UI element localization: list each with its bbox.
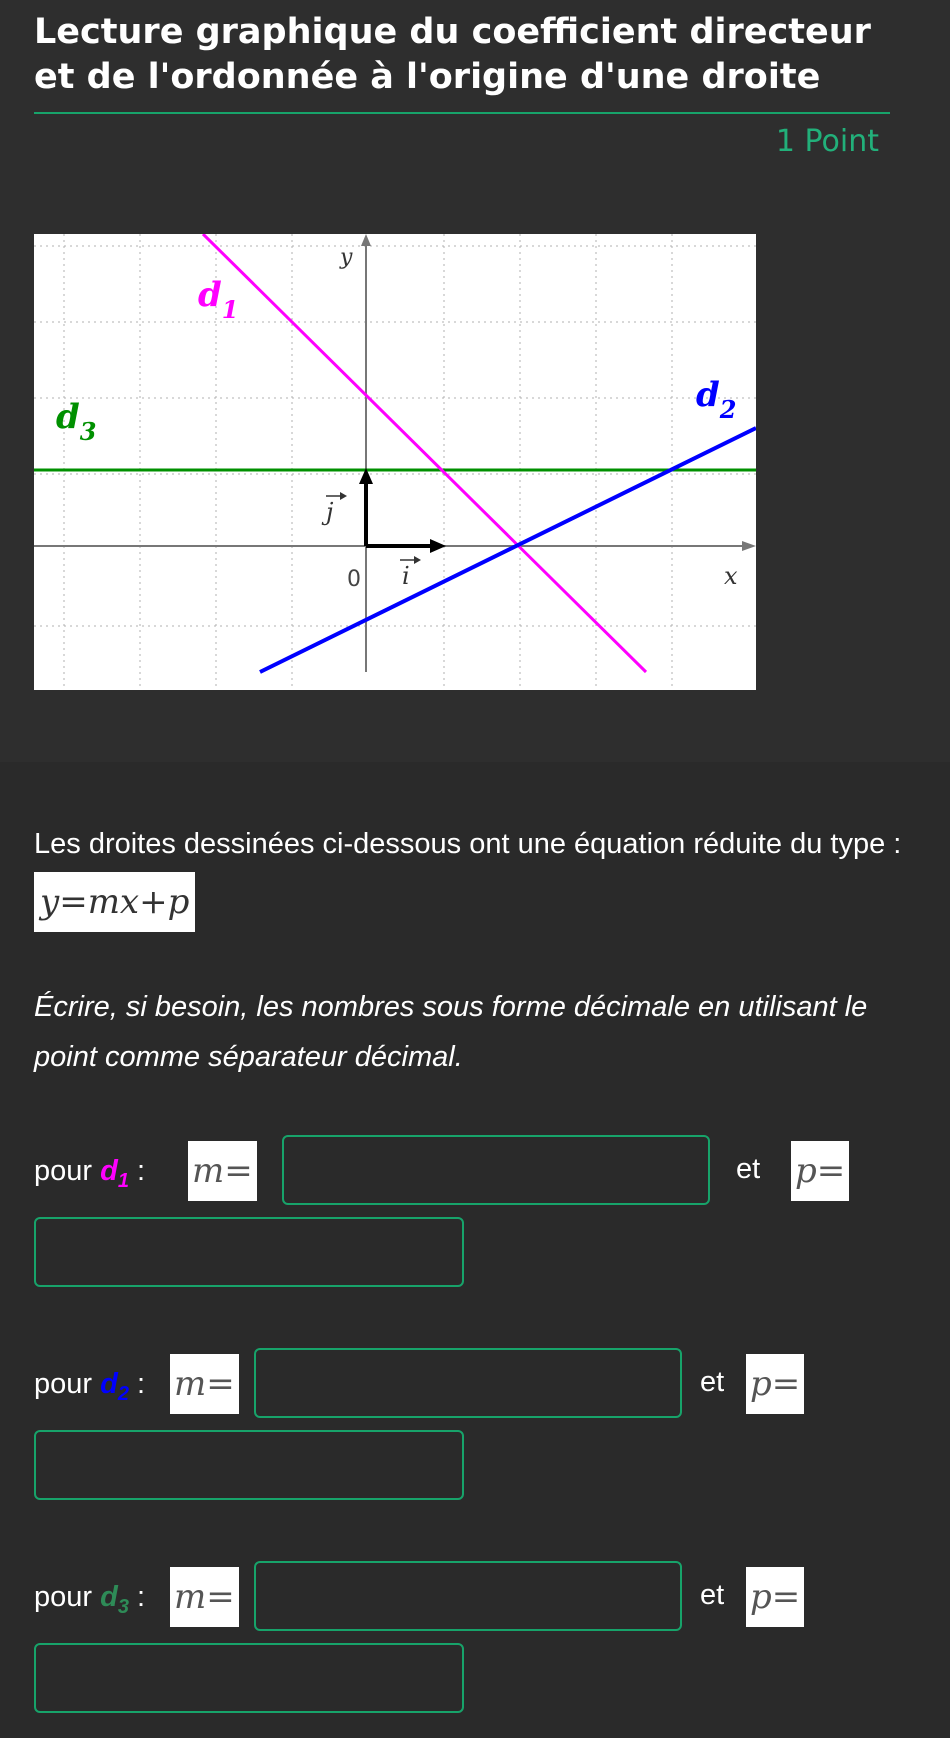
p-input-d3[interactable] — [34, 1643, 464, 1713]
et-label-d2: et — [700, 1366, 725, 1398]
intro-paragraph — [34, 816, 914, 932]
title-line-2: et de l'ordonnée à l'origine d'une droite — [34, 57, 821, 97]
formula-box: y=mx+p — [34, 872, 195, 932]
title-divider — [34, 112, 890, 114]
row-d1-label: pour $d_1$ : — [34, 1155, 146, 1192]
graph-figure — [34, 234, 756, 690]
label-d1: $d_1$ — [198, 275, 239, 324]
row-d3 — [34, 1561, 914, 1635]
grid — [34, 234, 756, 690]
line-name-d3: $d_3$ — [100, 1581, 129, 1618]
m-label-d2: m= — [170, 1354, 239, 1414]
m-input-d1[interactable] — [282, 1135, 710, 1205]
row-d1 — [34, 1135, 914, 1209]
label-vec-i: i — [402, 562, 410, 590]
line-name-d2: $d_2$ — [100, 1368, 129, 1405]
row-d2-label: pour $d_2$ : — [34, 1368, 146, 1405]
m-input-d2[interactable] — [254, 1348, 682, 1418]
label-origin: 0 — [347, 567, 361, 592]
exercise-section — [0, 762, 950, 1738]
line-d1 — [203, 234, 646, 672]
graph-svg — [34, 234, 756, 690]
label-x-axis: x — [724, 562, 738, 590]
m-input-d3[interactable] — [254, 1561, 682, 1631]
p-label-d1: p= — [791, 1141, 849, 1201]
label-y-axis: y — [340, 245, 353, 270]
intro-text: Les droites dessinées ci-dessous ont une équation réduite du type : — [34, 828, 902, 860]
m-label-d1: m= — [188, 1141, 257, 1201]
points-badge: 1 Point — [775, 124, 879, 159]
row-d3-label: pour $d_3$ : — [34, 1581, 146, 1618]
label-d2: $d_2$ — [696, 375, 737, 424]
m-label-d3: m= — [170, 1567, 239, 1627]
p-input-d2[interactable] — [34, 1430, 464, 1500]
title-line-1: Lecture graphique du coefficient directeur — [34, 12, 871, 52]
label-vec-j: j — [326, 498, 334, 526]
instruction-note: Écrire, si besoin, les nombres sous forme décimale en utilisant le point comme séparateur décimal. — [34, 991, 868, 1073]
page-title — [34, 10, 894, 100]
et-label-d1: et — [736, 1153, 761, 1185]
p-label-d2: p= — [746, 1354, 804, 1414]
header-section — [0, 0, 950, 762]
line-d2 — [260, 428, 756, 672]
line-name-d1: $d_1$ — [100, 1155, 129, 1192]
et-label-d3: et — [700, 1579, 725, 1611]
label-d3: $d_3$ — [56, 397, 97, 446]
p-label-d3: p= — [746, 1567, 804, 1627]
row-d2 — [34, 1348, 914, 1422]
p-input-d1[interactable] — [34, 1217, 464, 1287]
